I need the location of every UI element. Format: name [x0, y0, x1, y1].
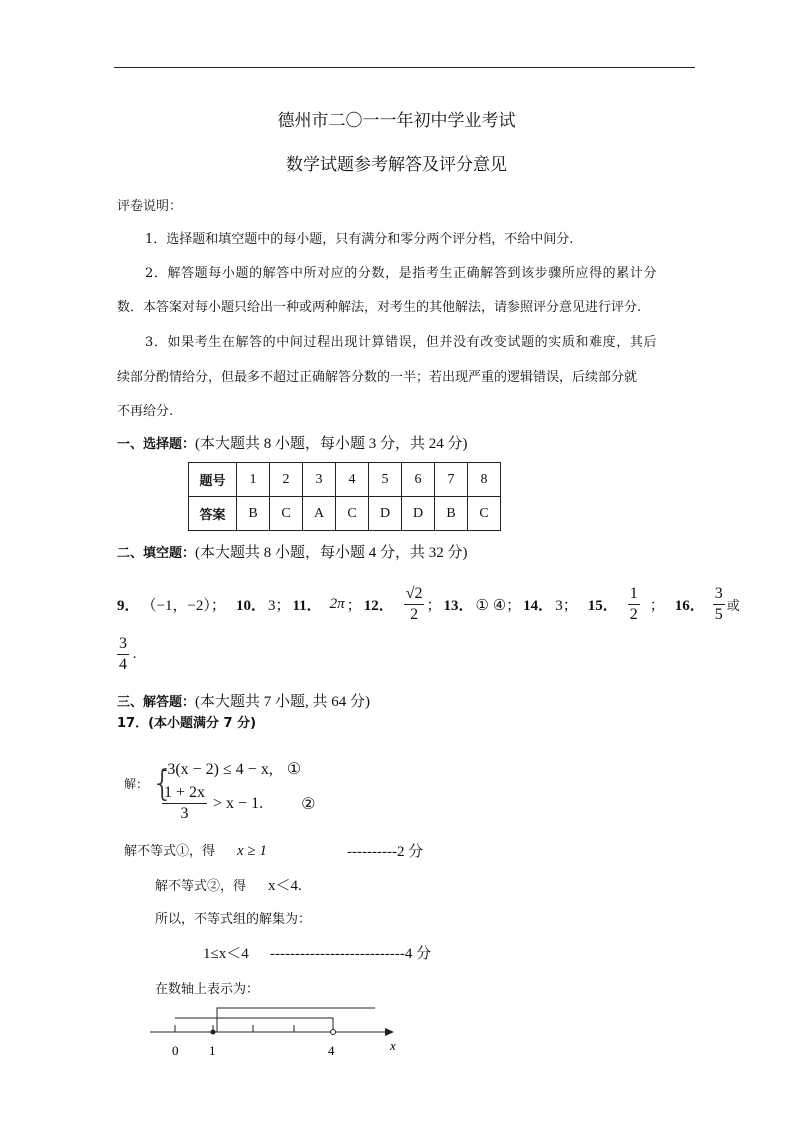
answer-table — [188, 462, 501, 531]
table-cell: 5 — [369, 463, 402, 497]
table-row — [189, 497, 501, 531]
table-cell: B — [435, 497, 468, 531]
numerator: 1 + 2x — [162, 783, 207, 804]
open-point — [331, 1030, 336, 1035]
table-cell: 7 — [435, 463, 468, 497]
q15-label: 15． — [587, 597, 618, 614]
step2-text: 解不等式②，得 — [155, 879, 247, 894]
axis-label-1: 1 — [209, 1043, 216, 1058]
q12-answer — [404, 584, 425, 625]
denominator: 5 — [714, 605, 723, 623]
document-subtitle: 数学试题参考解答及评分意见 — [286, 155, 507, 175]
table-header: 答案 — [189, 497, 237, 531]
solution-score: ---------------------------4 分 — [270, 946, 432, 962]
header-rule — [114, 67, 695, 68]
table-cell: 6 — [402, 463, 435, 497]
equation-1 — [162, 759, 301, 779]
note-3-end: 不再给分. — [117, 404, 174, 419]
section-3-heading — [117, 690, 370, 711]
axis-variable: x — [390, 1038, 396, 1053]
section-2-label: 二、填空题： — [117, 546, 196, 561]
note-3-cont: 续部分酌情给分，但最多不超过正确解答分数的一半；若出现严重的逻辑错误，后续部分就 — [117, 370, 638, 385]
solution-ray-1 — [217, 1008, 375, 1032]
number-line — [150, 1005, 410, 1060]
denominator: 3 — [180, 805, 189, 822]
table-cell: D — [402, 497, 435, 531]
numerator: √2 — [404, 584, 425, 605]
section-2-heading — [117, 541, 468, 562]
q17-heading: 17．(本小题满分 7 分) — [117, 716, 257, 731]
axis-label-0: 0 — [172, 1043, 179, 1058]
step-3: 所以，不等式组的解集为： — [155, 912, 312, 927]
q9-label: 9． — [117, 597, 140, 614]
note-2-cont: 数．本答案对每小题只给出一种或两种解法，对考生的其他解法，请参照评分意见进行评分. — [117, 300, 642, 315]
step-4: 在数轴上表示为： — [155, 982, 260, 997]
q12-label: 12． — [363, 597, 394, 614]
q16-answer — [713, 584, 725, 625]
q16-label: 16． — [674, 597, 705, 614]
section-1-desc: (本大题共 8 小题，每小题 3 分，共 24 分) — [195, 436, 468, 452]
fraction — [162, 783, 207, 824]
section-3-label: 三、解答题： — [117, 695, 196, 710]
q11-answer: 2π — [329, 595, 345, 612]
section-1-label: 一、选择题： — [117, 437, 196, 452]
note-1: 1．选择题和填空题中的每小题，只有满分和零分两个评分档，不给中间分. — [145, 232, 574, 247]
fraction — [117, 634, 129, 675]
solution-ray-2 — [175, 1018, 333, 1032]
note-2: 2．解答题每小题的解答中所对应的分数，是指考生正确解答到该步骤所应得的累计分 — [145, 266, 658, 281]
table-cell: B — [237, 497, 270, 531]
eq2-mark: ② — [301, 795, 316, 813]
table-cell: 1 — [237, 463, 270, 497]
table-cell: C — [468, 497, 501, 531]
q10-label: 10． — [235, 597, 266, 614]
table-cell: 2 — [270, 463, 303, 497]
q14-answer: 3； — [555, 597, 578, 614]
axis-arrow-icon — [385, 1028, 394, 1036]
numerator: 3 — [117, 634, 129, 655]
table-cell: A — [303, 497, 336, 531]
numerator: 3 — [713, 584, 725, 605]
fill-answers: 9． （−1，−2）； 10． 3； 11． 2π ； 12． $\frac{√2}{2}$ ； 13． ① ④； 14． 3； 15． $\frac{1}{2}$ ； 16． $\frac{3}{5}$ 或 — [117, 584, 740, 623]
step1-text: 解不等式①，得 — [124, 844, 216, 859]
axis-label-4: 4 — [328, 1043, 335, 1058]
q15-answer — [628, 584, 640, 625]
eq1-mark: ① — [286, 761, 302, 778]
q9-answer: （−1，−2）； — [141, 597, 226, 614]
q10-answer: 3； — [267, 597, 291, 614]
solution-set: 1≤x＜4 — [203, 946, 249, 962]
step2-result: x＜4. — [268, 878, 302, 894]
section-2-desc: (本大题共 8 小题，每小题 4 分，共 32 分) — [195, 545, 468, 561]
or-text: 或 — [726, 598, 740, 614]
q13-label: 13． — [443, 597, 474, 614]
table-cell: 8 — [468, 463, 501, 497]
section-1-heading — [117, 432, 468, 453]
table-header: 题号 — [189, 463, 237, 497]
step-1 — [124, 840, 267, 860]
q13-answer: ① ④； — [475, 597, 522, 614]
brace: { — [151, 763, 174, 804]
q14-label: 14． — [523, 597, 554, 614]
table-cell: C — [336, 497, 369, 531]
table-row — [189, 463, 501, 497]
table-cell: 3 — [303, 463, 336, 497]
q16-answer-alt: $\frac{3}{4}$ . — [119, 635, 137, 673]
equation-2 — [162, 783, 315, 824]
table-cell: 4 — [336, 463, 369, 497]
denominator: 2 — [410, 605, 419, 623]
closed-point — [211, 1030, 216, 1035]
q11-label: 11． — [292, 597, 322, 614]
note-3: 3．如果考生在解答的中间过程出现计算错误，但并没有改变试题的实质和难度，其后 — [145, 335, 658, 350]
denominator: 4 — [119, 656, 127, 673]
step1-score: ----------2 分 — [347, 844, 424, 860]
table-cell: C — [270, 497, 303, 531]
step-2 — [155, 874, 302, 895]
solution-label: 解： — [124, 777, 149, 791]
eq1-text: -3(x − 2) ≤ 4 − x, — [162, 761, 273, 778]
eq2-text: > x − 1. — [213, 794, 264, 812]
numerator: 1 — [628, 584, 640, 605]
notes-heading: 评卷说明： — [117, 199, 183, 214]
step1-result: x ≥ 1 — [237, 843, 267, 859]
document-title: 德州市二〇一一年初中学业考试 — [277, 111, 516, 131]
table-cell: D — [369, 497, 402, 531]
denominator: 2 — [629, 605, 638, 623]
section-3-desc: (本大题共 7 小题, 共 64 分) — [195, 694, 371, 710]
